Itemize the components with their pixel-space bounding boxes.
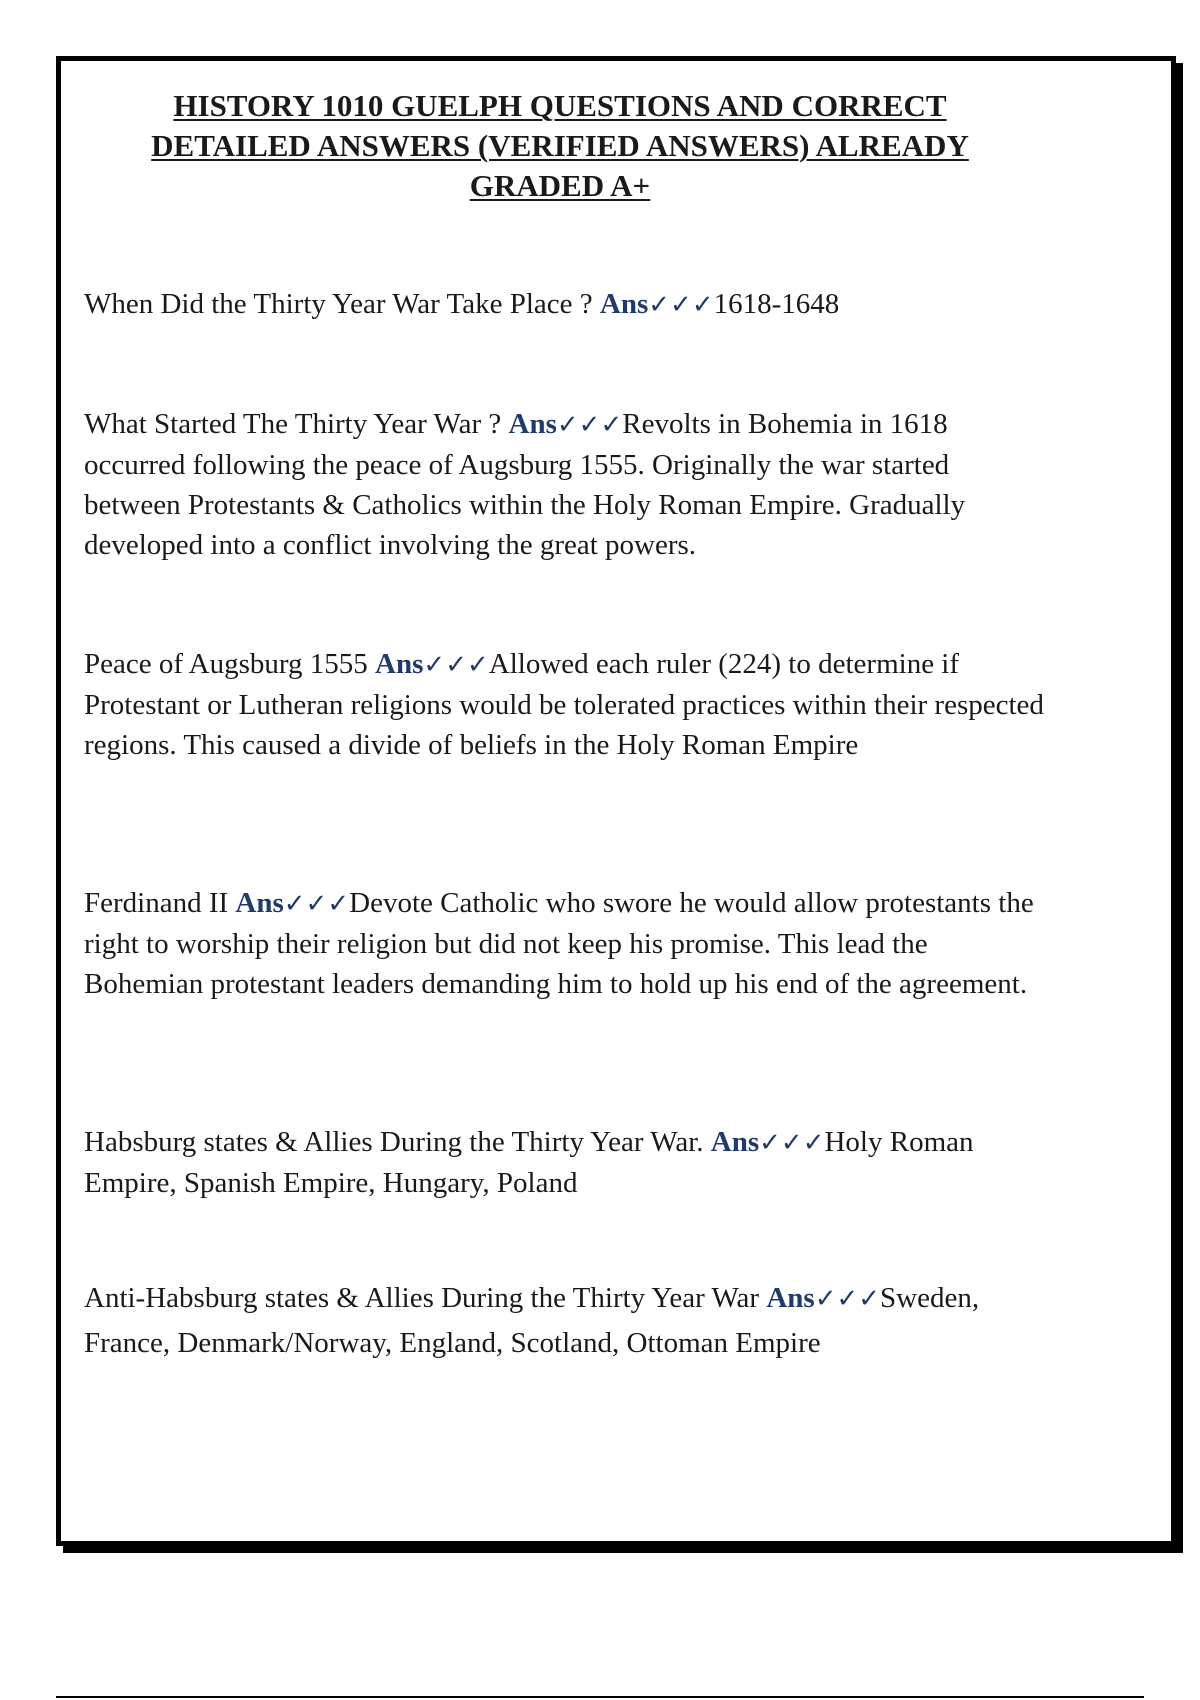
question-text: When Did the Thirty Year War Take Place ? — [84, 288, 600, 320]
title-line-1: HISTORY 1010 GUELPH QUESTIONS AND CORRECT — [173, 88, 947, 123]
qa-item-3 — [84, 644, 1044, 765]
answer-marker: Ans — [235, 887, 284, 919]
check-mark-icon: ✓✓✓ — [556, 410, 623, 440]
question-text: Anti-Habsburg states & Allies During the Thirty Year War — [84, 1282, 767, 1314]
check-mark-icon: ✓✓✓ — [648, 290, 714, 320]
answer-text: Allowed each ruler (224) to determine if Protestant or Lutheran religions would be tolerated practices within their respected regions. This caused a divide of beliefs in the Holy Roman Empire — [84, 648, 1044, 761]
footer-divider — [56, 1696, 1144, 1698]
check-mark-icon: ✓✓✓ — [814, 1284, 881, 1314]
answer-text: Devote Catholic who swore he would allow protestants the right to worship their religion but did not keep his promise. This lead the Bohemian protestant leaders demanding him to hold up his end of the agreement. — [84, 887, 1034, 1000]
qa-item-1 — [84, 284, 1044, 325]
question-text: Peace of Augsburg 1555 — [84, 648, 376, 680]
document-title — [80, 86, 1040, 206]
answer-marker: Ans — [766, 1282, 815, 1314]
answer-text: Revolts in Bohemia in 1618 occurred following the peace of Augsburg 1555. Originally the war started between Protestants & Catholics within the Holy Roman Empire. Gradually developed into a conflict involving the great powers. — [84, 408, 966, 561]
question-text: Ferdinand II — [84, 887, 236, 919]
title-line-2: DETAILED ANSWERS (VERIFIED ANSWERS) ALREADY — [151, 128, 969, 163]
answer-marker: Ans — [508, 408, 557, 440]
check-mark-icon: ✓✓✓ — [423, 650, 489, 680]
qa-item-6 — [84, 1276, 1044, 1365]
qa-item-2 — [84, 404, 1044, 565]
qa-item-4 — [84, 883, 1044, 1004]
question-text: What Started The Thirty Year War ? — [84, 408, 509, 440]
answer-marker: Ans — [710, 1126, 760, 1158]
answer-text: Sweden, France, Denmark/Norway, England, Scotland, Ottoman Empire — [84, 1282, 980, 1359]
qa-item-5 — [84, 1122, 1044, 1203]
answer-text: Holy Roman Empire, Spanish Empire, Hungary, Poland — [84, 1126, 974, 1199]
answer-marker: Ans — [599, 288, 649, 320]
check-mark-icon: ✓✓✓ — [283, 889, 350, 919]
answer-text: 1618-1648 — [713, 288, 840, 320]
check-mark-icon: ✓✓✓ — [759, 1128, 825, 1158]
title-line-3: GRADED A+ — [469, 168, 651, 203]
answer-marker: Ans — [375, 648, 424, 680]
question-text: Habsburg states & Allies During the Thirty Year War. — [84, 1126, 711, 1158]
